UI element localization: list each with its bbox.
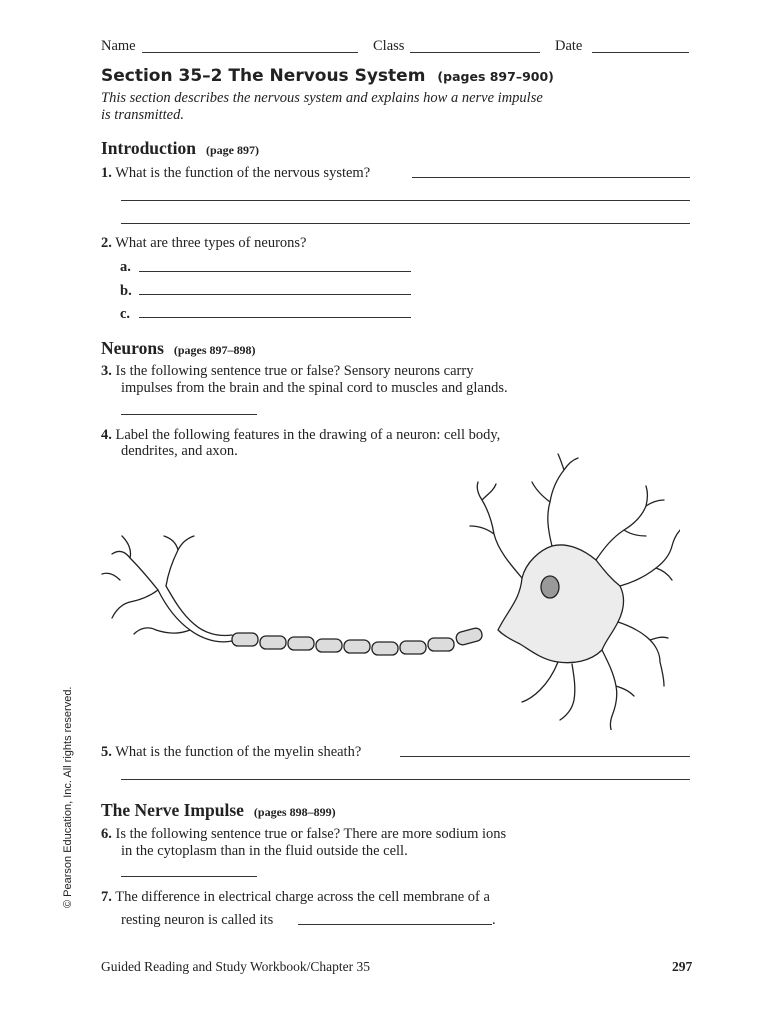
question-1-text: What is the function of the nervous system? [115, 165, 371, 181]
question-7-text-line2: resting neuron is called its [121, 912, 274, 928]
introduction-title: Introduction [101, 138, 196, 158]
question-7 [101, 889, 490, 906]
neurons-heading [101, 338, 256, 359]
question-5-text: What is the function of the myelin sheath? [115, 744, 362, 760]
question-2a-label: a. [120, 259, 131, 275]
answer-2c-line[interactable] [139, 317, 411, 318]
section-title: Section 35–2 The Nervous System [101, 66, 426, 86]
question-6-number: 6. [101, 826, 112, 842]
question-4 [101, 427, 500, 444]
question-3-text-line2: impulses from the brain and the spinal cord to muscles and glands. [121, 380, 508, 396]
neuron-drawing [90, 450, 680, 730]
date-field[interactable] [592, 52, 689, 53]
copyright-notice: © Pearson Education, Inc. All rights reserved. [62, 686, 74, 908]
question-3-number: 3. [101, 363, 112, 379]
question-2-number: 2. [101, 235, 112, 251]
question-4-text-line1: Label the following features in the drawing of a neuron: cell body, [115, 427, 501, 443]
question-2c-label: c. [120, 306, 131, 322]
question-1 [101, 165, 370, 182]
question-6 [101, 826, 506, 843]
answer-1-line-3[interactable] [121, 223, 690, 224]
introduction-pages: (page 897) [205, 143, 259, 157]
question-5-number: 5. [101, 744, 112, 760]
nerve-impulse-heading [101, 800, 336, 821]
name-field[interactable] [142, 52, 358, 53]
answer-1-line-1[interactable] [412, 177, 690, 178]
answer-2b-line[interactable] [139, 294, 411, 295]
answer-1-line-2[interactable] [121, 200, 690, 201]
answer-2a-line[interactable] [139, 271, 411, 272]
footer-left: Guided Reading and Study Workbook/Chapter 35 [101, 959, 371, 974]
question-5 [101, 744, 361, 761]
question-4-text-line2: dendrites, and axon. [121, 443, 238, 459]
neurons-pages: (pages 897–898) [173, 343, 256, 357]
question-7-number: 7. [101, 889, 112, 905]
myelin-sheath [232, 627, 483, 655]
question-3 [101, 363, 473, 380]
question-2-text: What are three types of neurons? [115, 235, 307, 251]
question-6-text-line1: Is the following sentence true or false? There are more sodium ions [115, 826, 507, 842]
answer-5-line-2[interactable] [121, 779, 690, 780]
page-number: 297 [672, 959, 693, 974]
nucleus [541, 576, 559, 598]
nerve-impulse-pages: (pages 898–899) [253, 805, 336, 819]
name-label: Name [101, 38, 136, 54]
section-description-line1: This section describes the nervous system and explains how a nerve impulse [101, 90, 543, 106]
axon-left [158, 590, 232, 642]
nerve-impulse-title: The Nerve Impulse [101, 800, 244, 820]
section-description-line2: is transmitted. [101, 107, 184, 123]
class-field[interactable] [410, 52, 540, 53]
question-6-text-line2: in the cytoplasm than in the fluid outside the cell. [121, 843, 408, 859]
introduction-heading [101, 138, 259, 159]
answer-5-line-1[interactable] [400, 756, 690, 757]
answer-6-line[interactable] [121, 876, 257, 877]
question-1-number: 1. [101, 165, 112, 181]
section-heading [101, 66, 554, 86]
question-2 [101, 235, 306, 252]
question-3-text-line1: Is the following sentence true or false? Sensory neurons carry [115, 363, 474, 379]
neurons-title: Neurons [101, 338, 164, 358]
answer-7-line[interactable] [298, 924, 492, 925]
section-pages: (pages 897–900) [437, 69, 554, 84]
question-7-end-period: . [492, 912, 496, 928]
cell-body [498, 545, 624, 663]
question-4-number: 4. [101, 427, 112, 443]
question-7-text-line1: The difference in electrical charge across the cell membrane of a [115, 889, 490, 905]
date-label: Date [555, 38, 583, 54]
class-label: Class [373, 38, 405, 54]
answer-3-line[interactable] [121, 414, 257, 415]
question-2b-label: b. [120, 283, 132, 299]
